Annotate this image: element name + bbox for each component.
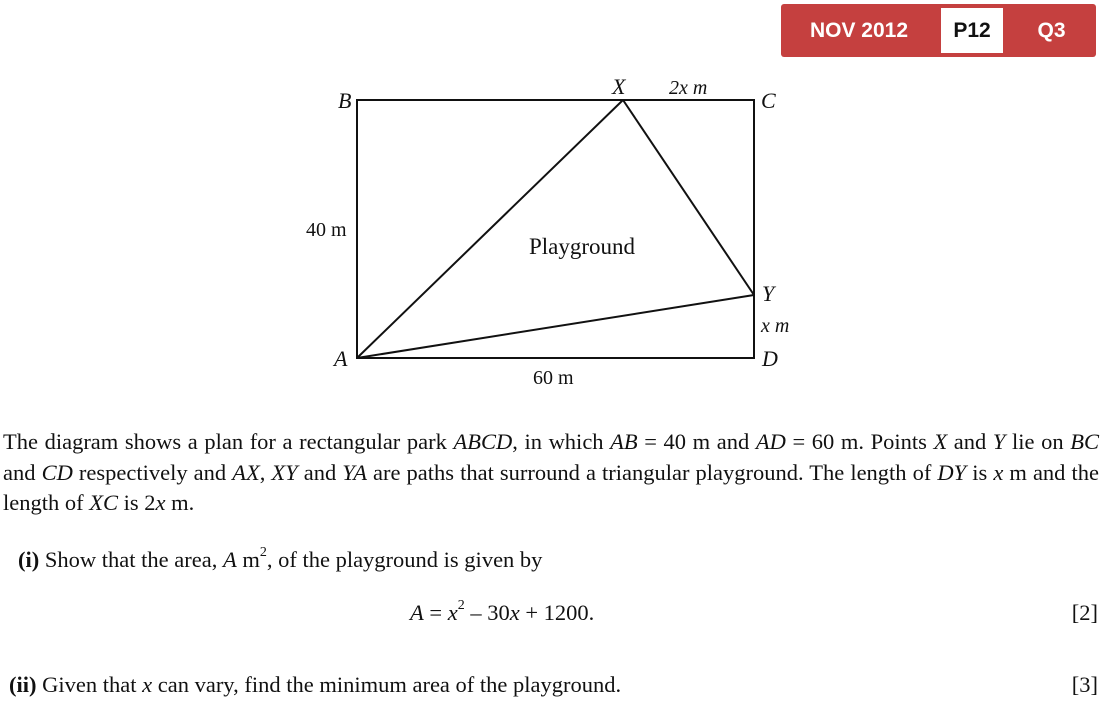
part-ii-prompt: (ii) Given that x can vary, find the minimum area of the playground.	[9, 672, 622, 697]
dimension-label-ad: 60 m	[533, 367, 574, 389]
part-i-marks: [2]	[1071, 600, 1098, 625]
dimension-label-ab: 40 m	[306, 219, 347, 241]
vertex-label-d: D	[762, 346, 778, 371]
dimension-label-dy: x m	[761, 315, 790, 337]
path-ya	[357, 295, 754, 358]
region-label-playground: Playground	[529, 234, 636, 259]
path-ax	[357, 100, 623, 358]
vertex-label-b: B	[338, 88, 352, 113]
part-i-prompt: (i) Show that the area, A $m^2$, of the playground is given by	[18, 545, 543, 572]
vertex-label-c: C	[761, 88, 776, 113]
question-tag: Q3	[1007, 4, 1096, 57]
paper-tag: P12	[937, 4, 1007, 57]
part-i-equation: $A = x^2 - 30x + 1200$.	[410, 598, 595, 625]
session-tag: NOV 2012	[781, 4, 937, 57]
path-xy	[623, 100, 754, 295]
dimension-label-xc: 2x m	[669, 77, 708, 99]
part-ii-marks: [3]	[1071, 672, 1098, 697]
vertex-label-x: X	[612, 74, 626, 99]
vertex-label-a: A	[334, 346, 348, 371]
part-i-label: (i)	[18, 547, 40, 572]
park-rectangle	[357, 100, 754, 358]
question-stem: The diagram shows a plan for a rectangular park ABCD, in which AB = 40 m and AD = 60 m. Points X and Y lie on BC and CD respectively and AX, XY and YA are paths that surround a triangular playground. The length of DY is x m and the length of XC is 2x m.	[3, 429, 1099, 515]
vertex-label-y: Y	[762, 281, 775, 306]
part-ii-label: (ii)	[9, 672, 37, 697]
